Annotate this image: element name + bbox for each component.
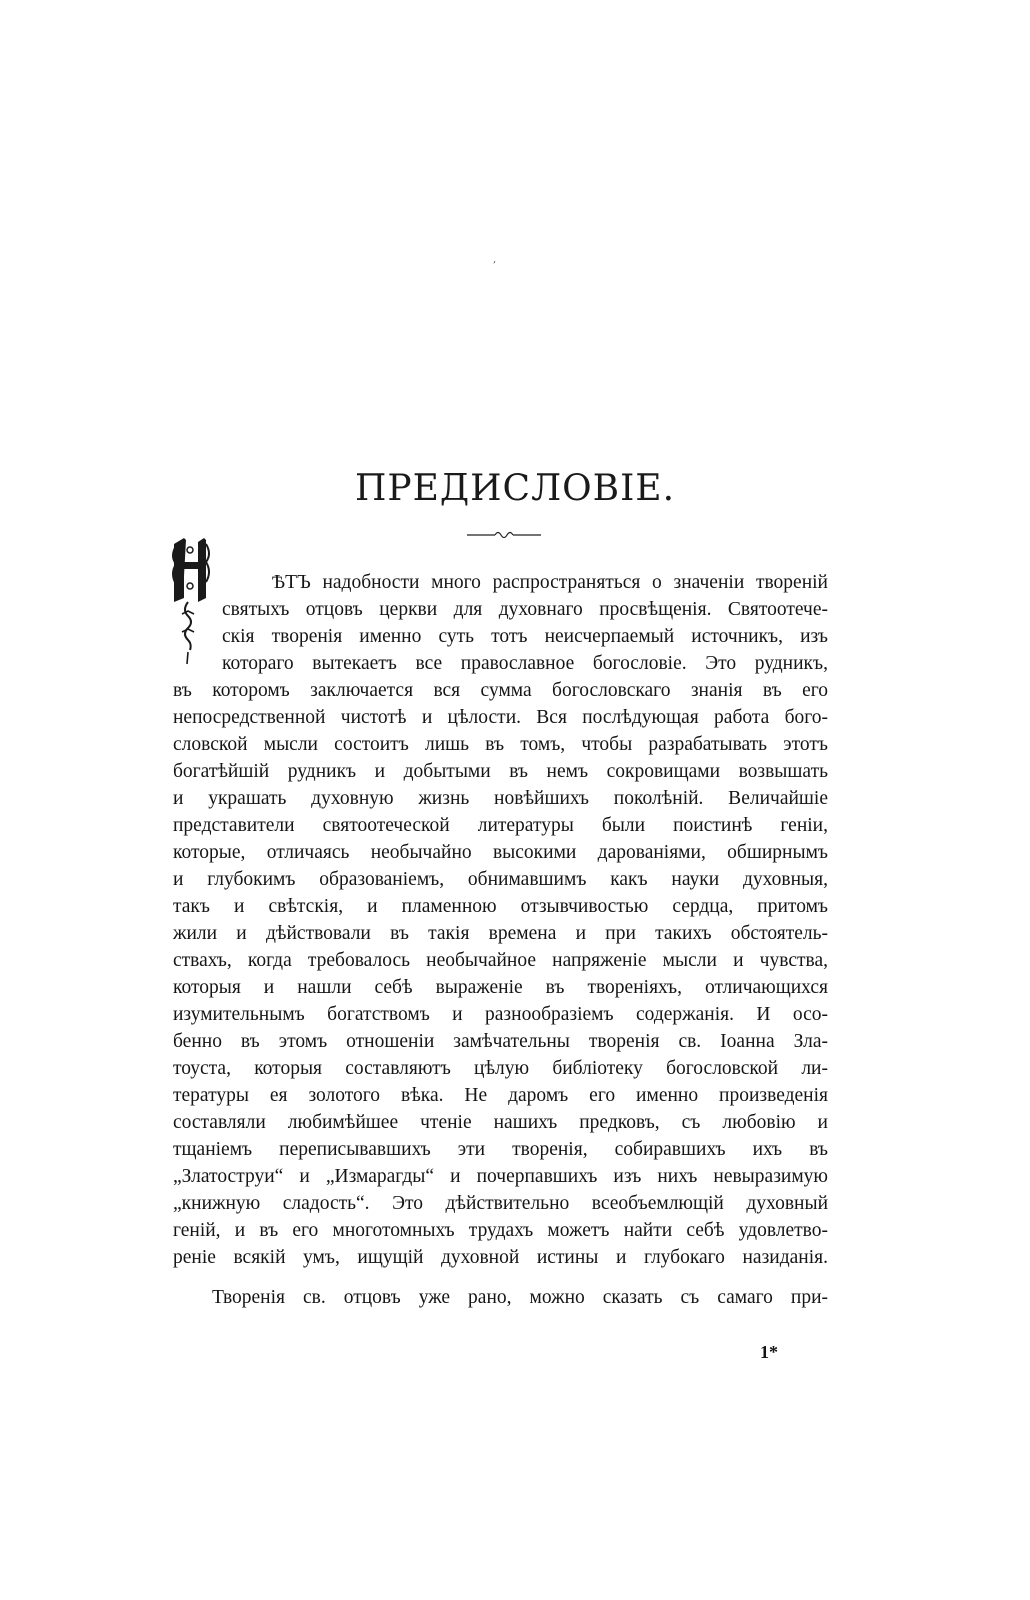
page-number: 1*: [760, 1342, 778, 1362]
body-line-11: которые, отличаясь необычайно высокими дарованіями, обширнымъ: [173, 842, 828, 863]
body-line-17: изумительнымъ богатствомъ и разнообразіемъ содержанія. И осо-: [173, 1004, 828, 1025]
page-title: ПРЕДИСЛОВІЕ.: [354, 468, 676, 509]
body-line-20: тературы ея золотого вѣка. Не даромъ его именно произведенія: [173, 1085, 828, 1106]
body-line-5: въ которомъ заключается вся сумма богословскаго знанія въ его: [173, 680, 828, 701]
body-line-22: тщаніемъ переписывавшихъ эти творенія, собиравшихъ ихъ въ: [173, 1139, 828, 1160]
body-line-25: геній, и въ его многотомныхъ трудахъ можетъ найти себѣ удовлетво-: [173, 1220, 828, 1241]
body-line-14: жили и дѣйствовали въ такія времена и при такихъ обстоятель-: [173, 923, 828, 944]
body-line-15: ствахъ, когда требовалось необычайное напряженіе мысли и чувства,: [173, 950, 828, 971]
body-line-9: и украшать духовную жизнь новѣйшихъ поколѣній. Величайшіе: [173, 788, 828, 809]
body-line-27: Творенія св. отцовъ уже рано, можно сказать съ самаго при-: [212, 1287, 828, 1308]
body-line-21: составляли любимѣйшее чтеніе нашихъ предковъ, съ любовію и: [173, 1112, 828, 1133]
body-line-16: которыя и нашли себѣ выраженіе въ твореніяхъ, отличающихся: [173, 977, 828, 998]
body-line-8: богатѣйшій рудникъ и добытыми въ немъ сокровищами возвышать: [173, 761, 828, 782]
title-ornament-rule: [465, 528, 543, 540]
body-line-24: „книжную сладость“. Это дѣйствительно всеобъемлющій духовный: [173, 1193, 828, 1214]
body-line-7: словской мысли состоитъ лишь въ томъ, чтобы разрабатывать этотъ: [173, 734, 828, 755]
body-line-13: такъ и свѣтскія, и пламенною отзывчивостью сердца, притомъ: [173, 896, 828, 917]
body-line-6: непосредственной чистотѣ и цѣлости. Вся послѣдующая работа бого-: [173, 707, 828, 728]
body-line-10: представители святоотеческой литературы были поистинѣ геніи,: [173, 815, 828, 836]
body-line-26: реніе всякій умъ, ищущій духовной истины и глубокаго назиданія.: [173, 1247, 828, 1268]
body-line-23: „Златоструи“ и „Измарагды“ и почерпавшихъ изъ нихъ невыразимую: [173, 1166, 828, 1187]
body-line-1: ѢТЪ надобности много распространяться о значеніи твореній: [272, 572, 828, 593]
ink-speck: ,: [493, 254, 497, 265]
body-line-18: бенно въ этомъ отношеніи замѣчательны творенія св. Іоанна Зла-: [173, 1031, 828, 1052]
body-line-2: святыхъ отцовъ церкви для духовнаго просвѣщенія. Святоотече-: [222, 599, 828, 620]
body-line-12: и глубокимъ образованіемъ, обнимавшимъ какъ науки духовныя,: [173, 869, 828, 890]
body-line-4: котораго вытекаетъ все православное богословіе. Это рудникъ,: [222, 653, 828, 674]
body-line-19: тоуста, которыя составляютъ цѣлую библіотеку богословской ли-: [173, 1058, 828, 1079]
body-line-3: скія творенія именно суть тотъ неисчерпаемый источникъ, изъ: [222, 626, 828, 647]
